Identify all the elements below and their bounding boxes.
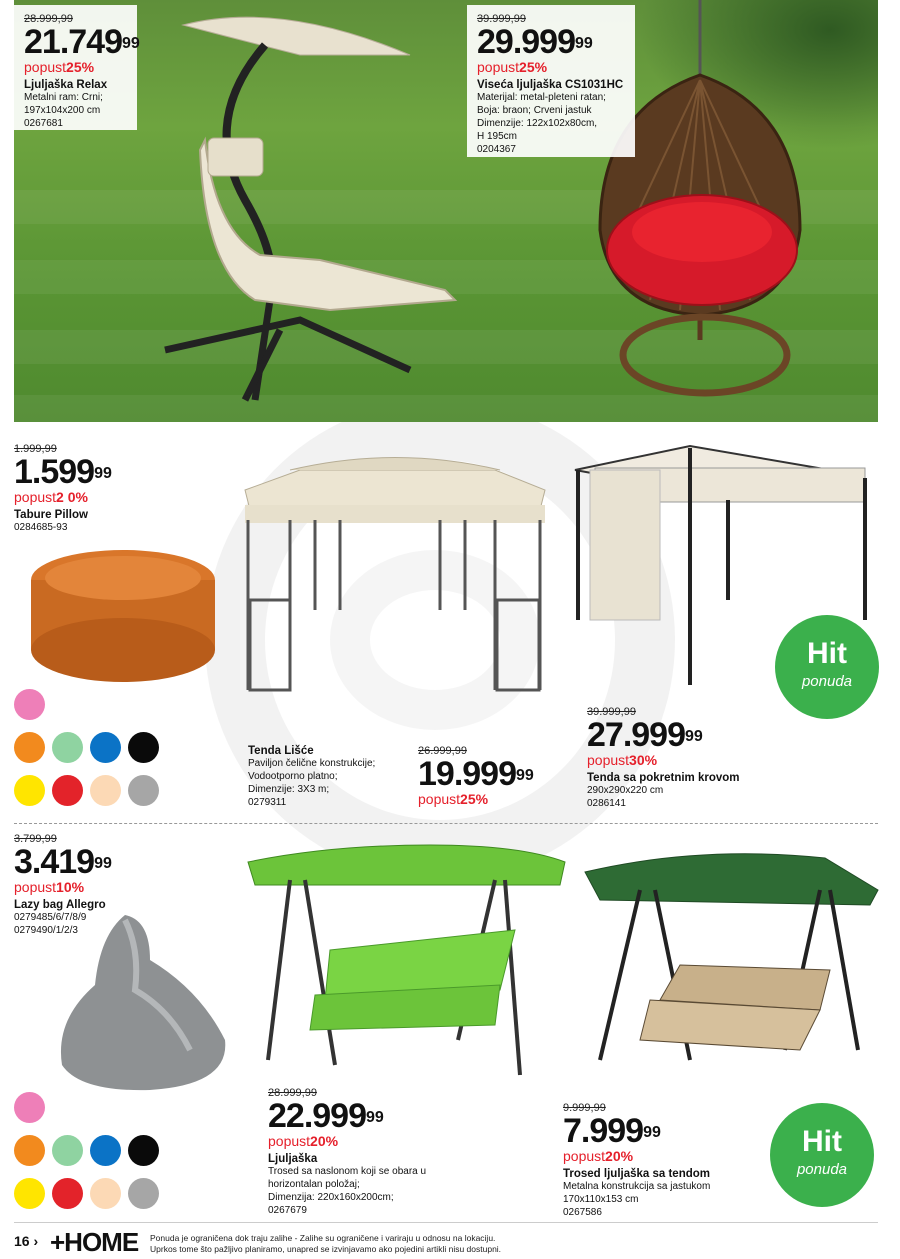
product-desc-4: H 195cm — [477, 131, 518, 142]
product-name: Ljuljaška — [268, 1153, 318, 1165]
discount: popust20% — [563, 1148, 634, 1164]
color-swatch[interactable] — [52, 1135, 83, 1166]
page-footer — [14, 1222, 878, 1258]
product-desc-1: Metalni ram: Crni; — [24, 92, 103, 103]
product-name: Tenda sa pokretnim krovom — [587, 772, 740, 784]
product-name: Tenda Lišće — [248, 745, 314, 757]
old-price: 3.799,99 — [14, 833, 57, 845]
product-desc-2: horizontalan položaj; — [268, 1179, 360, 1190]
old-price: 9.999,99 — [563, 1102, 606, 1114]
product-code: 0284685-93 — [14, 522, 68, 533]
color-swatch[interactable] — [14, 1135, 45, 1166]
discount: popust30% — [587, 752, 658, 768]
product-name: Viseća ljuljaška CS1031HC — [477, 79, 624, 91]
product-code: 0204367 — [477, 144, 516, 155]
hit-offer-badge: Hit ponuda — [775, 615, 879, 719]
new-price: 29.999$^{99}$ — [477, 23, 593, 61]
new-price: 19.999$^{99}$ — [418, 755, 534, 793]
product-desc-3: Dimenzije: 3X3 m; — [248, 784, 330, 795]
new-price: 22.999$^{99}$ — [268, 1097, 384, 1135]
discount: popust25% — [477, 59, 548, 75]
product-name: Ljuljaška Relax — [24, 79, 108, 91]
product-desc-1: Trosed sa naslonom koji se obara u — [268, 1166, 427, 1177]
old-price: 26.999,99 — [418, 745, 467, 757]
new-price: 7.999$^{99}$ — [563, 1112, 661, 1150]
product-desc-1: Paviljon čelične konstrukcije; — [248, 758, 376, 769]
color-swatch[interactable] — [52, 1178, 83, 1209]
product-desc-1: Metalna konstrukcija sa jastukom — [563, 1181, 711, 1192]
old-price: 28.999,99 — [24, 13, 73, 25]
discount: popust20% — [268, 1133, 339, 1149]
hit-offer-badge-2: Hit ponuda — [770, 1103, 874, 1207]
new-price: 27.999$^{99}$ — [587, 716, 703, 754]
color-swatch[interactable] — [128, 1178, 159, 1209]
trosed-info-block — [563, 1102, 710, 1219]
product-desc-3: Dimenzija: 220x160x200cm; — [268, 1192, 394, 1203]
product-desc-3: Dimenzije: 122x102x80cm, — [477, 118, 598, 129]
product-desc-1: 0279485/6/7/8/9 — [14, 912, 87, 923]
product-desc-1: 290x290x220 cm — [587, 785, 664, 796]
product-desc-1: Materijal: metal-pleteni ratan; — [477, 92, 606, 103]
old-price: 1.999,99 — [14, 443, 57, 455]
color-swatch[interactable] — [90, 1135, 121, 1166]
product-name: Tabure Pillow — [14, 509, 88, 521]
discount: popust25% — [24, 59, 95, 75]
brand-logo: +HOME — [50, 1227, 139, 1257]
discount: popust2 0% — [14, 489, 88, 505]
product-desc-2: 197x104x200 cm — [24, 105, 101, 116]
product-code: 0286141 — [587, 798, 626, 809]
product-desc-2: 170x110x153 cm — [563, 1194, 639, 1205]
product-desc-2: Vodootporno platno; — [248, 771, 338, 782]
product-code: 0267586 — [563, 1207, 602, 1218]
product-code: 0279311 — [248, 797, 287, 808]
color-swatch[interactable] — [128, 1135, 159, 1166]
new-price: 3.419$^{99}$ — [14, 843, 112, 881]
product-name: Trosed ljuljaška sa tendom — [563, 1168, 710, 1180]
new-price: 21.749$^{99}$ — [24, 23, 140, 61]
product-code: 0267681 — [24, 118, 63, 129]
legal-notice: Ponuda je ograničena dok traju zalihe - Zalihe su ograničene i variraju u odnosu na lokaciju. Uprkos tome što pažljivo planiramo, unapred se izvinjavamo ako pojedini artikli nisu dostupni. — [150, 1233, 502, 1254]
old-price: 39.999,99 — [477, 13, 526, 25]
product-name: Lazy bag Allegro — [14, 899, 106, 911]
old-price: 28.999,99 — [268, 1087, 317, 1099]
color-swatch[interactable] — [90, 1178, 121, 1209]
color-swatch[interactable] — [14, 1178, 45, 1209]
old-price: 39.999,99 — [587, 706, 636, 718]
discount: popust25% — [418, 791, 489, 807]
new-price: 1.599$^{99}$ — [14, 453, 112, 491]
page-number: 16 › — [14, 1233, 39, 1249]
discount: popust10% — [14, 879, 85, 895]
product-code: 0279490/1/2/3 — [14, 925, 78, 936]
product-desc-2: Boja: braon; Crveni jastuk — [477, 105, 592, 116]
product-code: 0267679 — [268, 1205, 307, 1216]
